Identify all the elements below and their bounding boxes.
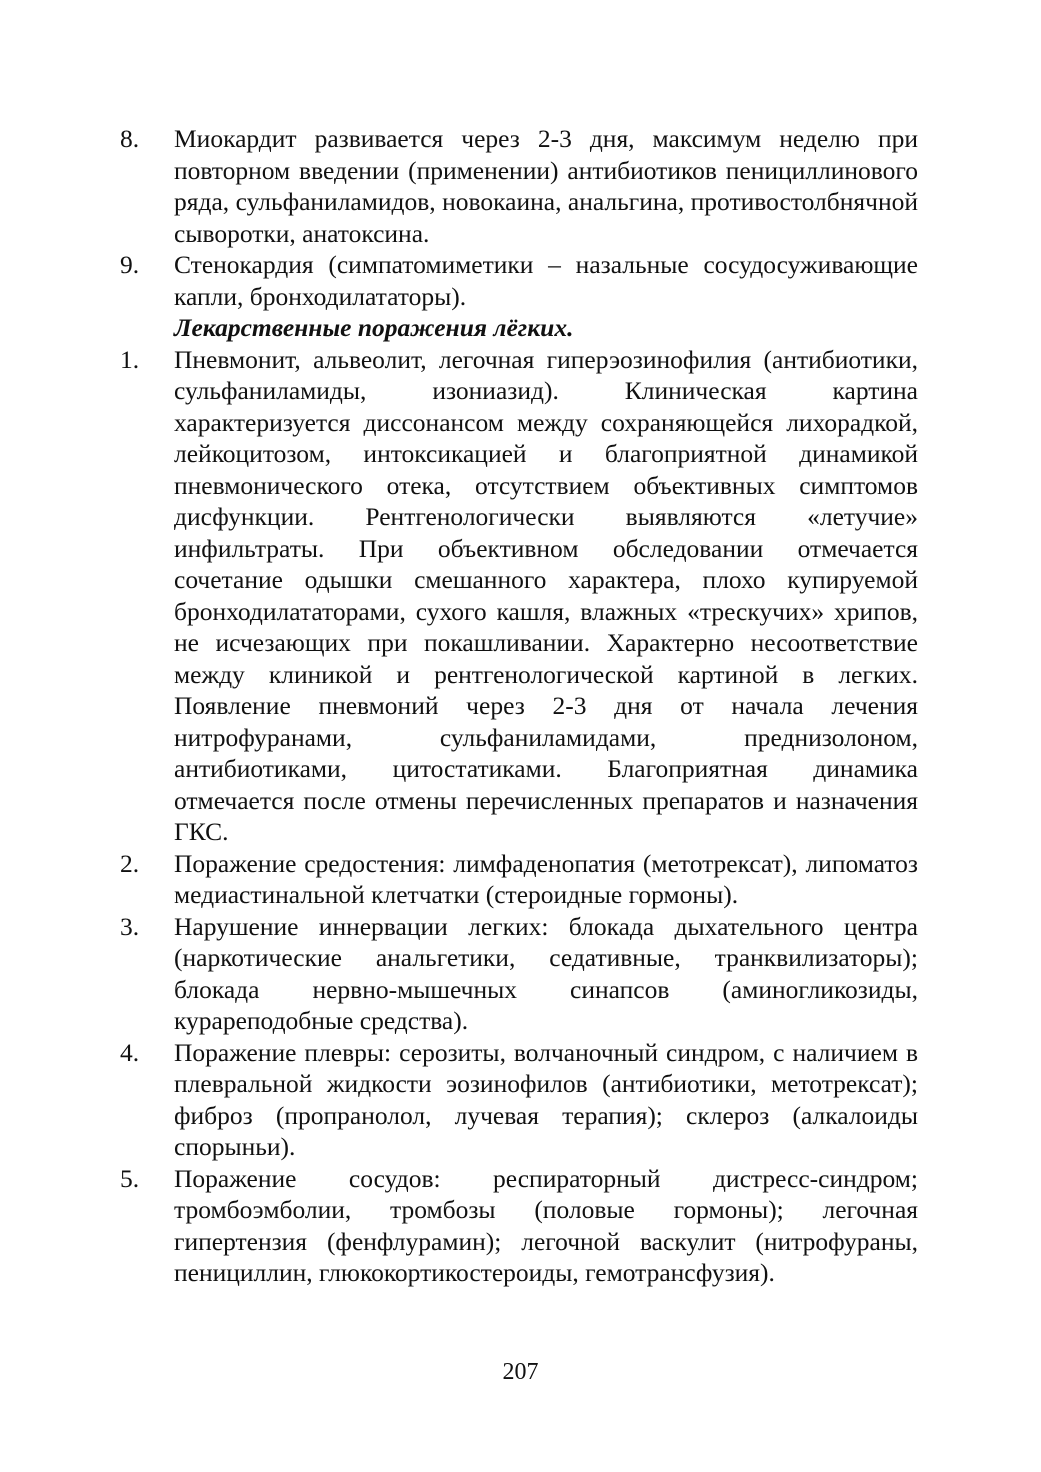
list-item-text: Пневмонит, альвеолит, легочная гиперэозинофилия (антибиотики, сульфаниламиды, изониазид). Клиническая картина характеризуется диссонансом между сохраняющейся лихорадкой, лейкоцитозом, интоксикацией и благоприятной динамикой пневмонического отека, отсутствием объективных симптомов дисфункции. Рентгенологически выявляются «летучие» инфильтраты. При объективном обследовании отмечается сочетание одышки смешанного характера, плохо купируемой бронходилататорами, сухого кашля, влажных «трескучих» хрипов, не исчезающих при покашливании. Характерно несоответствие между клиникой и рентгенологической картиной в легких. Появление пневмоний через 2-3 дня от начала лечения нитрофуранами, сульфаниламидами, преднизолоном, антибиотиками, цитостатиками. Благоприятная динамика отмечается после отмены перечисленных препаратов и назначения ГКС. [174,344,918,846]
list-item-number: 5. [120,1163,140,1193]
section-heading: Лекарственные поражения лёгких. [174,313,574,342]
page-number: 207 [502,1359,539,1385]
list-item-1 [120,344,918,848]
page-body [120,123,918,1289]
list-item-number: 2. [120,848,140,878]
list-item-text: Миокардит развивается через 2-3 дня, максимум неделю при повторном введении (применении) антибиотиков пенициллинового ряда, сульфаниламидов, новокаина, анальгина, противостолбнячной сыворотки, анатоксина. [174,124,918,248]
list-item-text: Стенокардия (симпатомиметики – назальные сосудосуживающие капли, бронходилататоры). [174,250,918,311]
list-item-3 [120,911,918,1037]
list-item-2 [120,848,918,911]
list-item-number: 8. [120,124,140,153]
list-item-text: Нарушение иннервации легких: блокада дыхательного центра (наркотические анальгетики, седативные, транквилизаторы); блокада нервно-мышечных синапсов (аминогликозиды, курареподобные средства). [174,911,918,1035]
list-item-number: 4. [120,1037,140,1067]
list-item-text: Поражение сосудов: респираторный дистресс-синдром; тромбоэмболии, тромбозы (половые гормоны); легочная гипертензия (фенфлурамин); легочной васкулит (нитрофураны, пенициллин, глюкокортикостероиды, гемотрансфузия). [174,1163,918,1287]
list-item-9 [120,249,918,312]
list-item-number: 3. [120,911,140,941]
list-item-number: 9. [120,250,140,279]
list-item-number: 1. [120,344,140,374]
list-item-5 [120,1163,918,1289]
list-item-text: Поражение плевры: серозиты, волчаночный синдром, с наличием в плевральной жидкости эозинофилов (антибиотики, метотрексат); фиброз (пропранолол, лучевая терапия); склероз (алкалоиды спорыньи). [174,1037,918,1161]
list-item-8 [120,123,918,249]
list-item-text: Поражение средостения: лимфаденопатия (метотрексат), липоматоз медиастинальной клетчатки (стероидные гормоны). [174,848,918,909]
list-item-4 [120,1037,918,1163]
